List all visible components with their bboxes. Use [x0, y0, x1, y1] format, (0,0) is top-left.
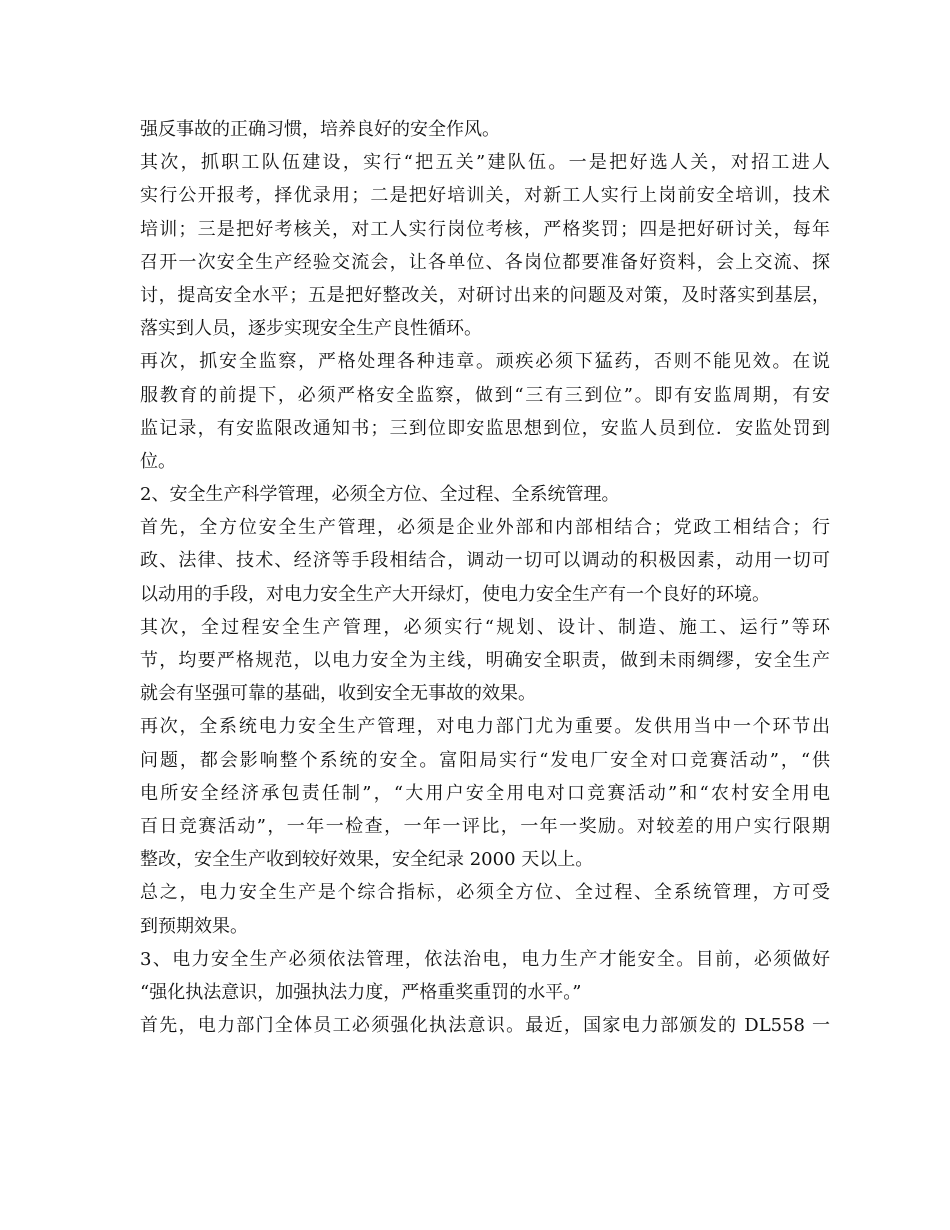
- text-line: 再次，全系统电力安全生产管理，对电力部门尤为重要。发供用当中一个环节出: [140, 716, 830, 738]
- text-line: 再次，抓安全监察，严格处理各种违章。顽疾必须下猛药，否则不能见效。在说: [140, 351, 830, 373]
- text-line: 整改，安全生产收到较好效果，安全纪录 2000 天以上。: [140, 849, 594, 871]
- text-line: 电所安全经济承包责任制”，“大用户安全用电对口竞赛活动”和“农村安全用电: [140, 782, 830, 804]
- text-line: 首先，全方位安全生产管理，必须是企业外部和内部相结合；党政工相结合；行: [140, 517, 830, 539]
- text-line: 到预期效果。: [140, 915, 248, 937]
- body-text: [140, 113, 830, 1042]
- text-line: 其次，全过程安全生产管理，必须实行“规划、设计、制造、施工、运行”等环: [140, 616, 830, 638]
- text-line: 其次，抓职工队伍建设，实行“把五关”建队伍。一是把好选人关，对招工进人: [140, 152, 830, 174]
- text-line: 百日竞赛活动”，一年一检查，一年一评比，一年一奖励。对较差的用户实行限期: [140, 815, 830, 837]
- text-line: 位。: [140, 450, 176, 472]
- text-line: 召开一次安全生产经验交流会，让各单位、各岗位都要准备好资料，会上交流、探: [140, 251, 830, 273]
- text-line: 政、法律、技术、经济等手段相结合，调动一切可以调动的积极因素，动用一切可: [140, 550, 830, 572]
- text-line: 监记录，有安监限改通知书；三到位即安监思想到位，安监人员到位．安监处罚到: [140, 417, 830, 439]
- text-line: “强化执法意识，加强执法力度，严格重奖重罚的水平。”: [140, 981, 582, 1003]
- text-line: 讨，提高安全水平；五是把好整改关，对研讨出来的问题及对策，及时落实到基层，: [140, 284, 830, 306]
- text-line: 强反事故的正确习惯，培养良好的安全作风。: [140, 119, 500, 140]
- text-line: 实行公开报考，择优录用；二是把好培训关，对新工人实行上岗前安全培训，技术: [140, 185, 830, 207]
- text-line: 培训；三是把好考核关，对工人实行岗位考核，严格奖罚；四是把好研讨关，每年: [140, 218, 830, 240]
- text-line: 2、安全生产科学管理，必须全方位、全过程、全系统管理。: [140, 484, 620, 506]
- text-line: 节，均要严格规范，以电力安全为主线，明确安全职责，做到未雨绸缪，安全生产: [140, 650, 830, 671]
- text-line: 就会有坚强可靠的基础，收到安全无事故的效果。: [140, 683, 536, 705]
- text-line: 首先，电力部门全体员工必须强化执法意识。最近，国家电力部颁发的 DL558 一: [140, 1015, 830, 1037]
- text-line: 落实到人员，逐步实现安全生产良性循环。: [140, 318, 482, 340]
- text-line: 服教育的前提下，必须严格安全监察，做到“三有三到位”。即有安监周期，有安: [140, 384, 830, 406]
- text-line: 3、电力安全生产必须依法管理，依法治电，电力生产才能安全。目前，必须做好: [140, 948, 830, 970]
- text-line: 问题，都会影响整个系统的安全。富阳局实行“发电厂安全对口竞赛活动”，“供: [140, 749, 830, 771]
- text-line: 总之，电力安全生产是个综合指标，必须全方位、全过程、全系统管理，方可受: [140, 882, 830, 904]
- text-line: 以动用的手段，对电力安全生产大开绿灯，使电力安全生产有一个良好的环境。: [140, 583, 770, 605]
